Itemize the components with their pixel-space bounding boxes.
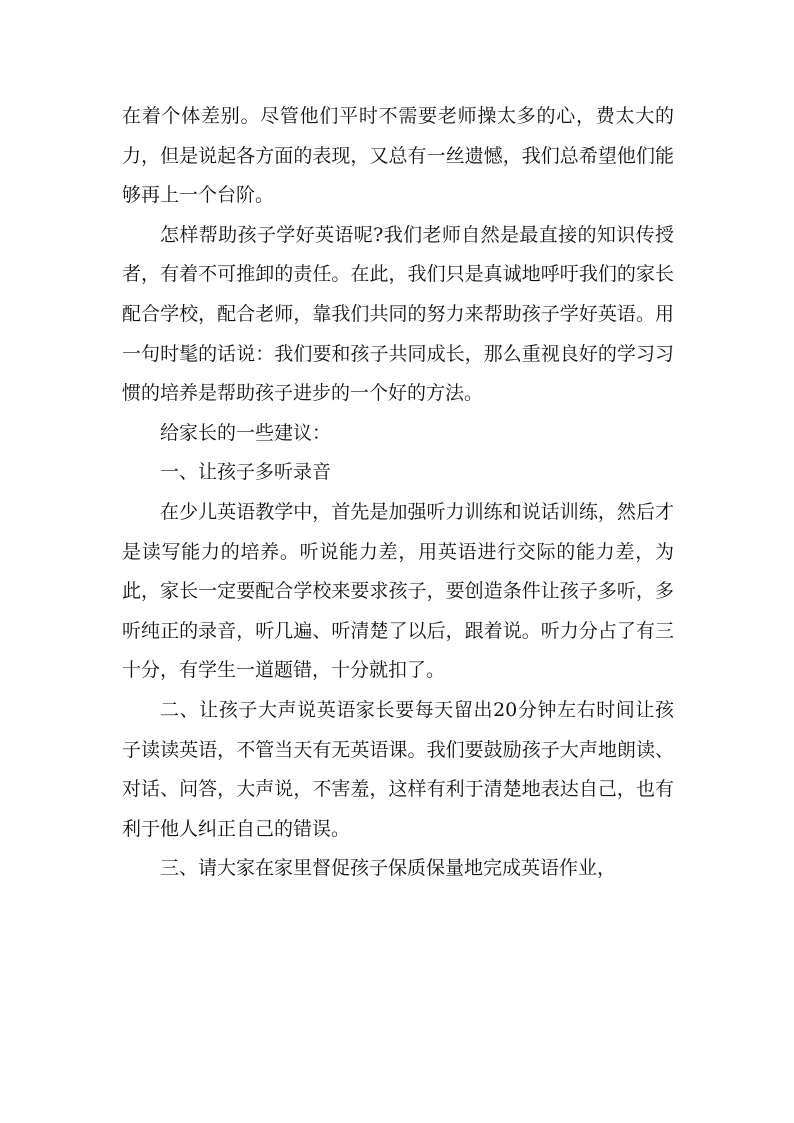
paragraph-continuation: 在着个体差别。尽管他们平时不需要老师操太多的心，费太大的力，但是说起各方面的表现，又总有一丝遗憾，我们总希望他们能够再上一个台阶。 [122, 105, 674, 207]
suggestion-1-body: 在少儿英语教学中，首先是加强听力训练和说话训练，然后才是读写能力的培养。听说能力差，用英语进行交际的能力差，为此，家长一定要配合学校来要求孩子，要创造条件让孩子多听，多听纯正的录音，听几遍、听清楚了以后，跟着说。听力分占了有三十分，有学生一道题错，十分就扣了。 [122, 500, 674, 682]
suggestions-heading: 给家长的一些建议： [160, 421, 332, 444]
paragraph-how-to-help: 怎样帮助孩子学好英语呢?我们老师自然是最直接的知识传授者，有着不可推卸的责任。在此，我们只是真诚地呼吁我们的家长配合学校，配合老师，靠我们共同的努力来帮助孩子学好英语。用一句时髦的话说：我们要和孩子共同成长，那么重视良好的学习习惯的培养是帮助孩子进步的一个好的方法。 [122, 223, 674, 405]
suggestion-3: 三、请大家在家里督促孩子保质保量地完成英语作业， [160, 857, 617, 880]
document-body [122, 97, 674, 889]
suggestion-2: 二、让孩子大声说英语家长要每天留出20分钟左右时间让孩子读读英语，不管当天有无英语课。我们要鼓励孩子大声地朗读、对话、问答，大声说，不害羞，这样有利于清楚地表达自己，也有利于他人纠正自己的错误。 [122, 698, 674, 840]
suggestion-1-title: 一、让孩子多听录音 [160, 461, 332, 484]
